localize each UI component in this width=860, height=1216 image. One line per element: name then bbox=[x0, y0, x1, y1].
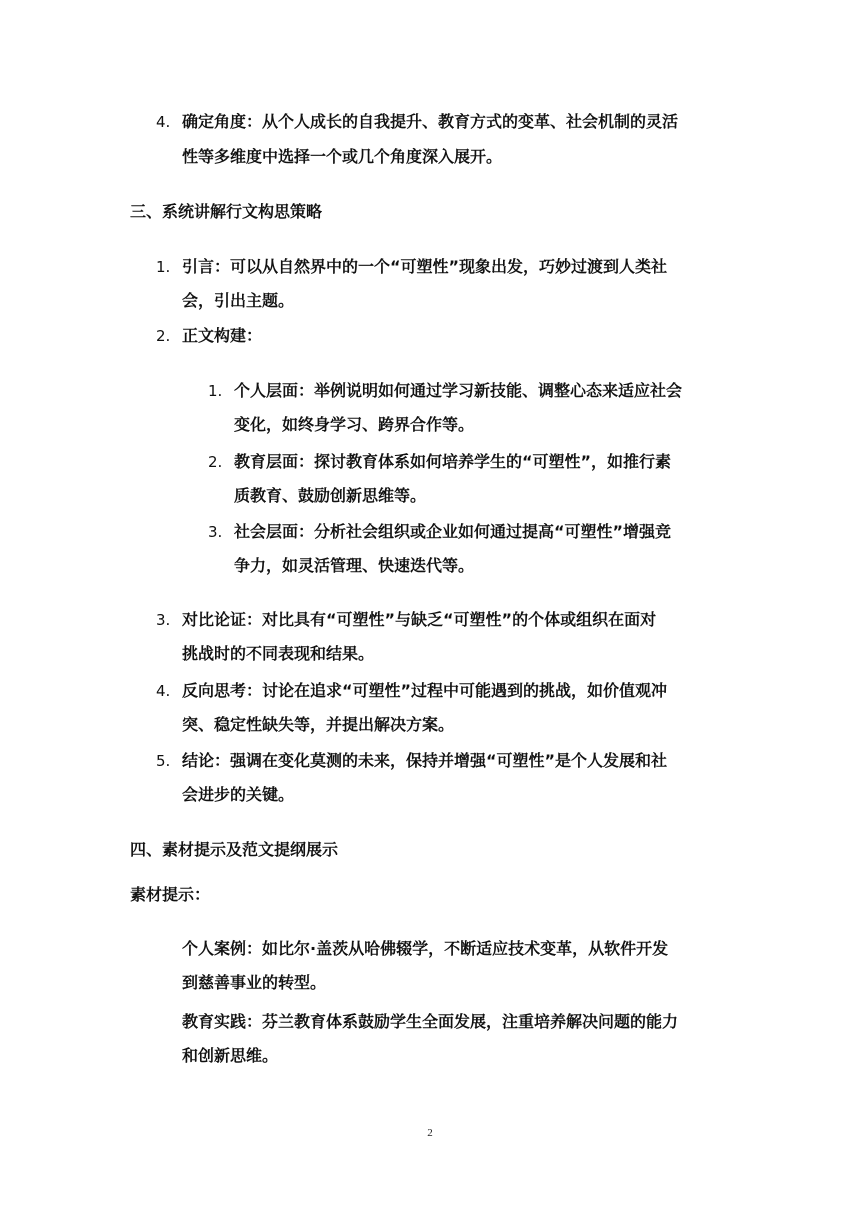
sublist-item-line: 教育层面：探讨教育体系如何培养学生的“可塑性”，如推行素 bbox=[234, 452, 672, 471]
list-item-line: 正文构建： bbox=[182, 326, 263, 345]
list-number: 5. bbox=[156, 752, 171, 770]
sublist-number: 1. bbox=[208, 382, 223, 400]
section-heading: 三、系统讲解行文构思策略 bbox=[130, 202, 323, 221]
material-item-line: 教育实践：芬兰教育体系鼓励学生全面发展，注重培养解决问题的能力 bbox=[182, 1012, 679, 1031]
list-item-line: 确定角度：从个人成长的自我提升、教育方式的变革、社会机制的灵活 bbox=[182, 112, 679, 131]
list-item-line: 突、稳定性缺失等，并提出解决方案。 bbox=[182, 715, 455, 734]
material-item-line: 和创新思维。 bbox=[182, 1046, 279, 1065]
list-number: 3. bbox=[156, 611, 171, 629]
list-item-line: 会进步的关键。 bbox=[182, 785, 295, 804]
list-item-line: 会，引出主题。 bbox=[182, 291, 295, 310]
material-item-line: 个人案例：如比尔·盖茨从哈佛辍学，不断适应技术变革，从软件开发 bbox=[182, 939, 669, 958]
sublist-item-line: 质教育、鼓励创新思维等。 bbox=[234, 486, 427, 505]
list-item-line: 对比论证：对比具有“可塑性”与缺乏“可塑性”的个体或组织在面对 bbox=[182, 610, 657, 629]
list-item-line: 性等多维度中选择一个或几个角度深入展开。 bbox=[182, 147, 503, 166]
sublist-item-line: 社会层面：分析社会组织或企业如何通过提高“可塑性”增强竞 bbox=[234, 522, 672, 541]
list-number: 4. bbox=[156, 113, 171, 131]
sublist-item-line: 争力，如灵活管理、快速迭代等。 bbox=[234, 556, 475, 575]
list-number: 2. bbox=[156, 327, 171, 345]
list-number: 1. bbox=[156, 258, 171, 276]
list-item-line: 引言：可以从自然界中的一个“可塑性”现象出发，巧妙过渡到人类社 bbox=[182, 257, 668, 276]
sublist-item-line: 个人层面：举例说明如何通过学习新技能、调整心态来适应社会 bbox=[234, 381, 683, 400]
subsection-heading: 素材提示： bbox=[130, 885, 211, 904]
list-item-line: 反向思考：讨论在追求“可塑性”过程中可能遇到的挑战，如价值观冲 bbox=[182, 681, 668, 700]
material-item-line: 到慈善事业的转型。 bbox=[182, 973, 327, 992]
sublist-number: 3. bbox=[208, 523, 223, 541]
sublist-item-line: 变化，如终身学习、跨界合作等。 bbox=[234, 415, 475, 434]
list-item-line: 挑战时的不同表现和结果。 bbox=[182, 644, 375, 663]
list-item-line: 结论：强调在变化莫测的未来，保持并增强“可塑性”是个人发展和社 bbox=[182, 751, 668, 770]
list-number: 4. bbox=[156, 682, 171, 700]
section-heading: 四、素材提示及范文提纲展示 bbox=[130, 840, 339, 859]
sublist-number: 2. bbox=[208, 453, 223, 471]
page-number: 2 bbox=[427, 1127, 433, 1139]
